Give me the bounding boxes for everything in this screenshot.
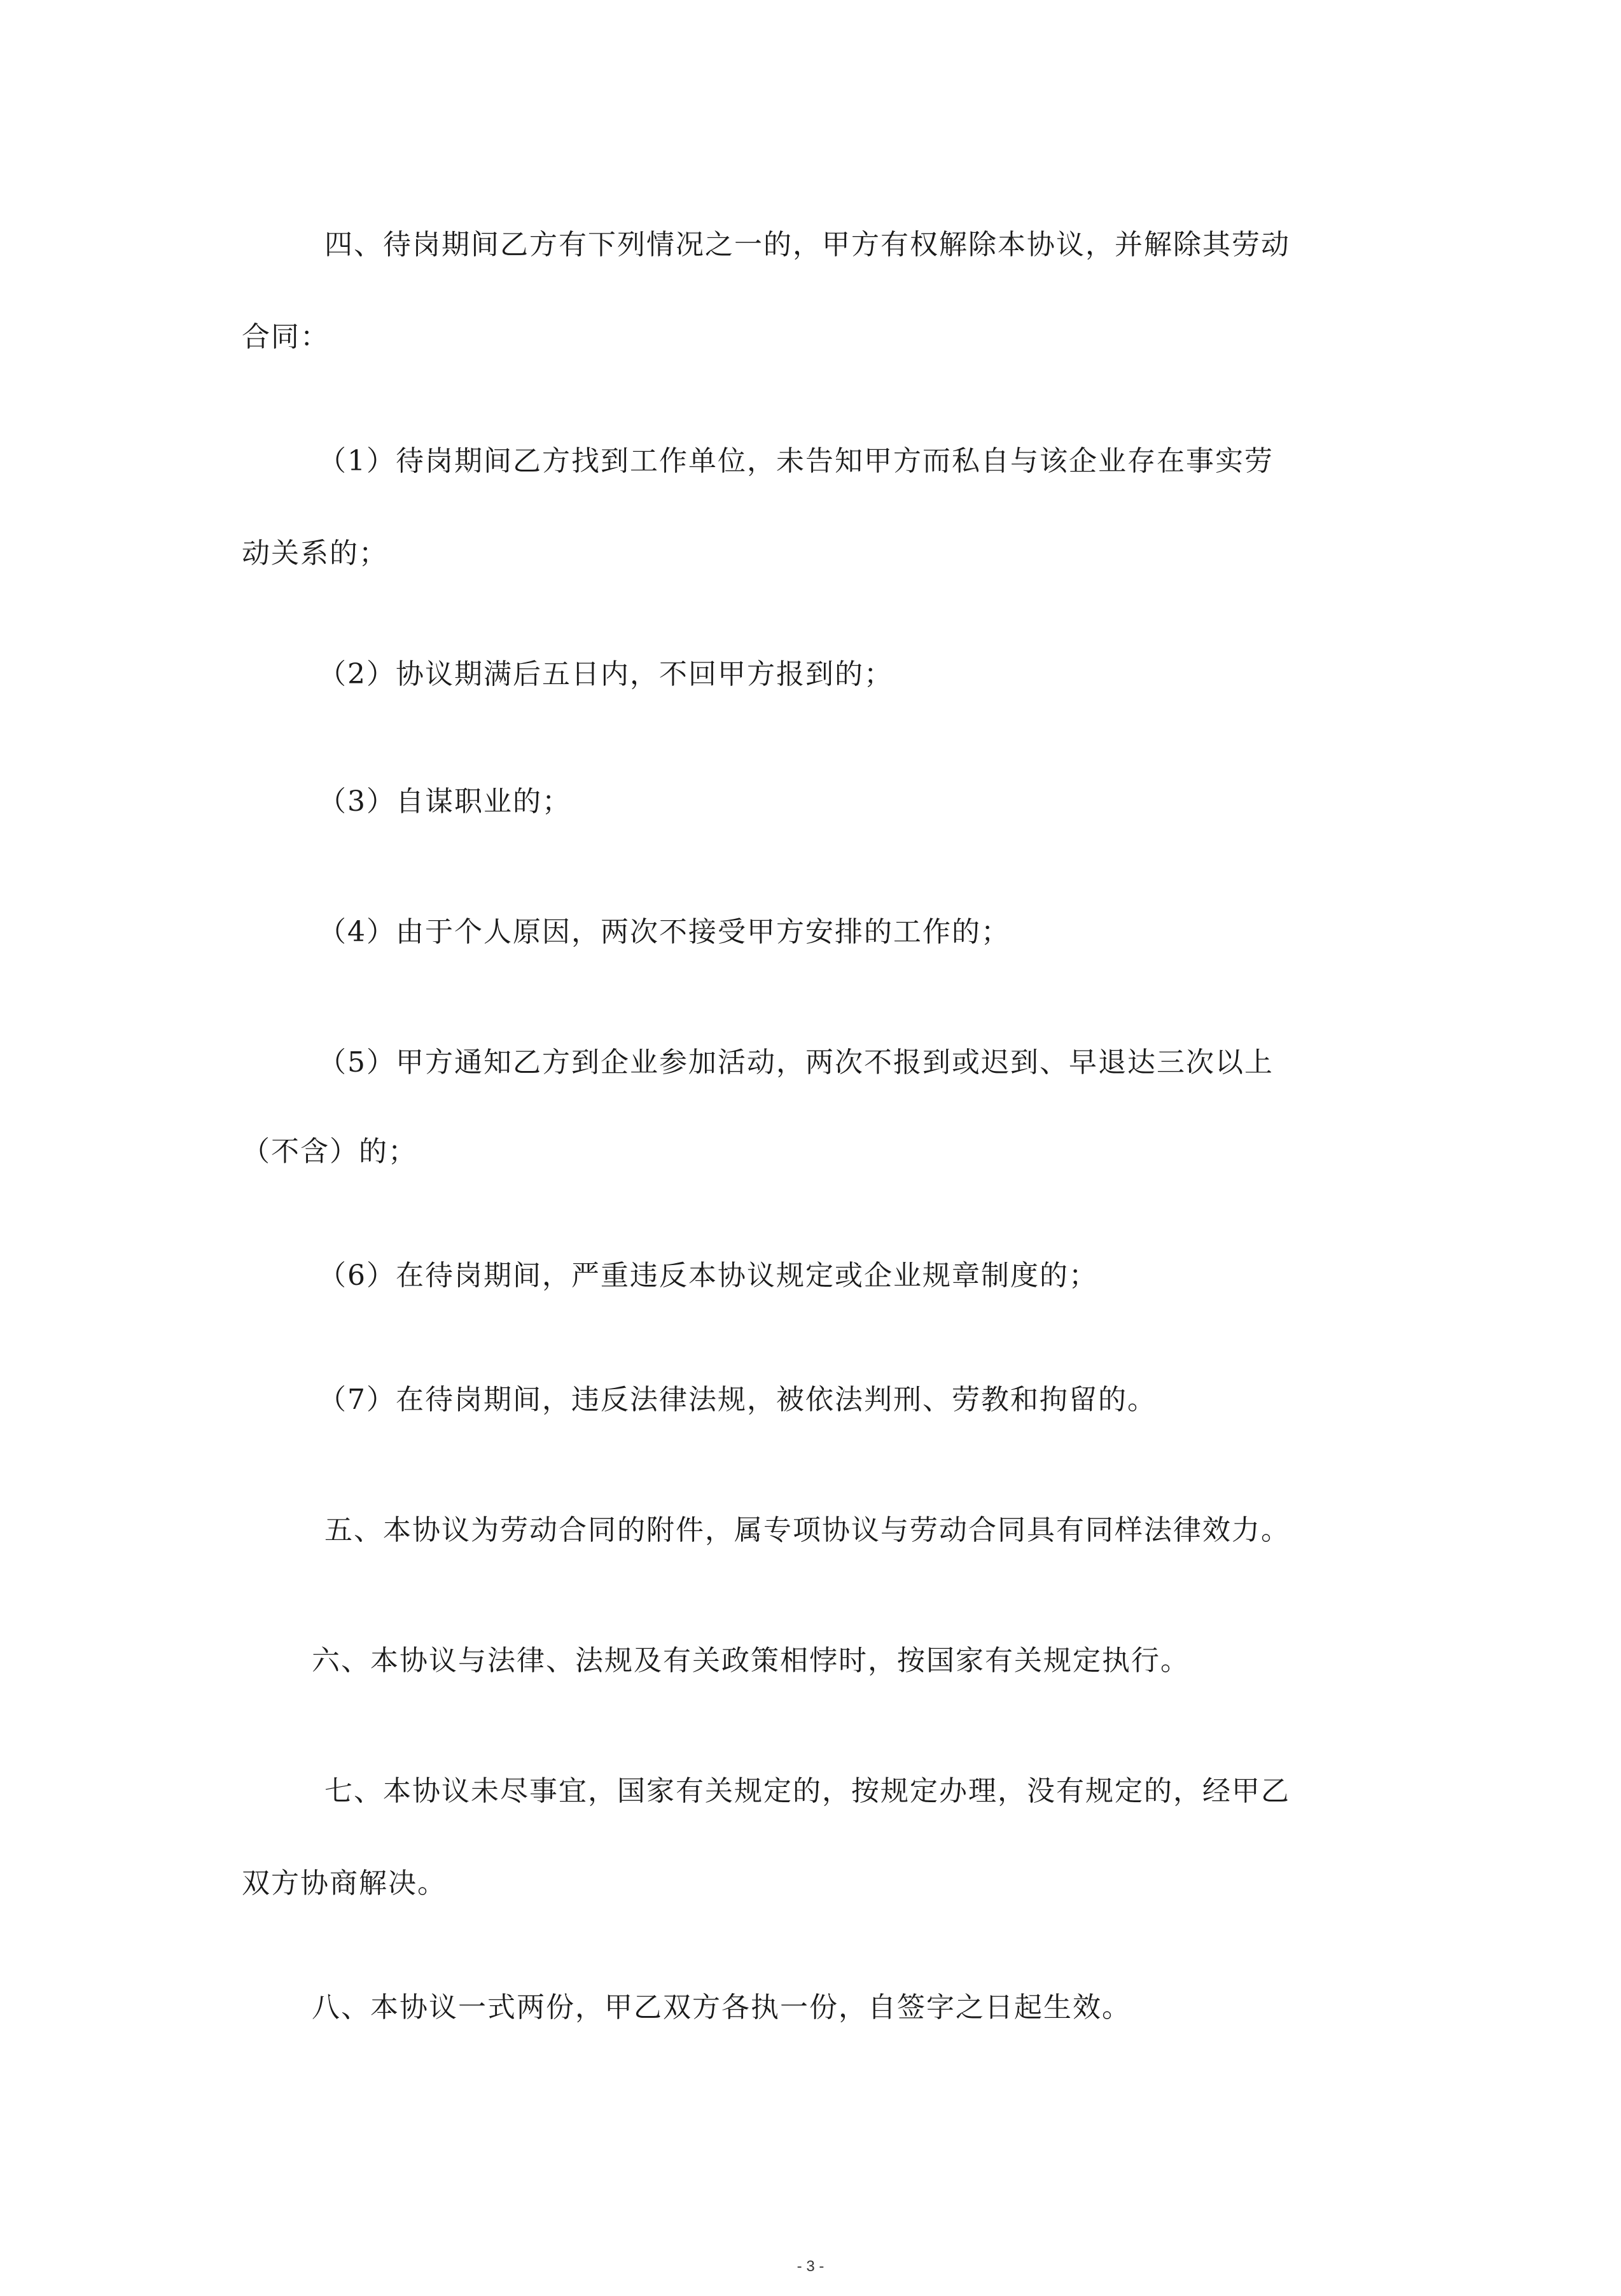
page-number: - 3 - bbox=[797, 2258, 824, 2275]
clause-5: 五、本协议为劳动合同的附件，属专项协议与劳动合同具有同样法律效力。 bbox=[324, 1514, 1290, 1546]
item-1-line-2: 动关系的； bbox=[242, 537, 388, 570]
item-5-line-2: （不含）的； bbox=[242, 1135, 417, 1168]
clause-6: 六、本协议与法律、法规及有关政策相悖时，按国家有关规定执行。 bbox=[312, 1644, 1190, 1677]
clause-4-line-2: 合同： bbox=[242, 321, 330, 353]
item-5-line-1: （5）甲方通知乙方到企业参加活动，两次不报到或迟到、早退达三次以上 bbox=[318, 1046, 1274, 1079]
clause-7-line-1: 七、本协议未尽事宜，国家有关规定的，按规定办理，没有规定的，经甲乙 bbox=[324, 1775, 1290, 1807]
item-4: （4）由于个人原因，两次不接受甲方安排的工作的； bbox=[318, 916, 1010, 948]
item-2: （2）协议期满后五日内，不回甲方报到的； bbox=[318, 658, 893, 690]
item-3: （3）自谋职业的； bbox=[318, 785, 571, 818]
clause-4-line-1: 四、待岗期间乙方有下列情况之一的，甲方有权解除本协议，并解除其劳动 bbox=[324, 228, 1290, 261]
clause-7-line-2: 双方协商解决。 bbox=[242, 1867, 447, 1900]
item-1-line-1: （1）待岗期间乙方找到工作单位，未告知甲方而私自与该企业存在事实劳 bbox=[318, 445, 1274, 477]
item-6: （6）在待岗期间，严重违反本协议规定或企业规章制度的； bbox=[318, 1259, 1098, 1292]
item-7: （7）在待岗期间，违反法律法规，被依法判刑、劳教和拘留的。 bbox=[318, 1383, 1157, 1416]
clause-8: 八、本协议一式两份，甲乙双方各执一份，自签字之日起生效。 bbox=[312, 1991, 1131, 2024]
